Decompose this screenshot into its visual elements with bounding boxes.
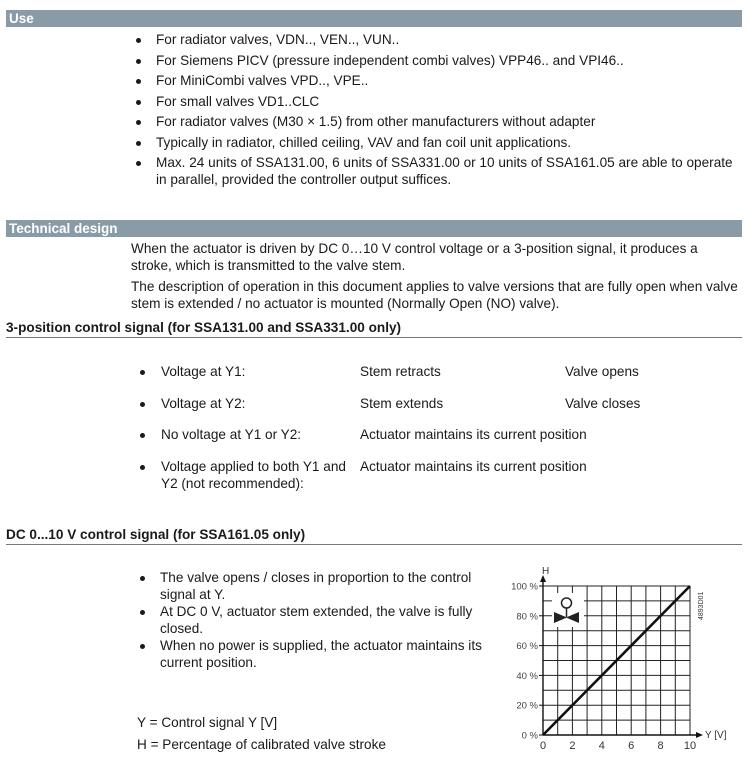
bullet-icon <box>140 433 145 438</box>
bullet-icon <box>136 100 141 105</box>
x-axis-arrow-icon <box>696 732 703 738</box>
bullet-icon <box>140 465 145 470</box>
y-tick-label: 60 % <box>516 641 538 653</box>
list-item: For Siemens PICV (pressure independent combi valves) VPP46.. and VPI46.. <box>134 53 734 70</box>
bullet-icon <box>136 59 141 64</box>
bullet-icon <box>140 644 145 649</box>
section-header-use: Use <box>6 10 742 27</box>
bullet-icon <box>136 79 141 84</box>
bullet-icon <box>136 141 141 146</box>
list-item: For radiator valves (M30 × 1.5) from other manufacturers without adapter <box>134 114 734 131</box>
list-item: Max. 24 units of SSA131.00, 6 units of SSA331.00 or 10 units of SSA161.05 are able to operate in parallel, provided the controller output suffices. <box>134 155 734 188</box>
bullet-icon <box>136 161 141 166</box>
y-tick-label: 40 % <box>516 670 538 682</box>
y-tick-label: 80 % <box>516 611 538 623</box>
x-tick-label: 0 <box>539 740 547 752</box>
x-tick-label: 8 <box>657 740 664 752</box>
bullet-icon <box>136 38 141 43</box>
x-tick-label: 2 <box>569 740 576 752</box>
x-tick-label: 4 <box>598 740 605 752</box>
dc-list <box>138 570 498 675</box>
subheading-3-position: 3-position control signal (for SSA131.00 and SSA331.00 only) <box>6 319 742 338</box>
bullet-icon <box>140 402 145 407</box>
bullet-icon <box>136 120 141 125</box>
list-item: For small valves VD1..CLC <box>134 94 734 111</box>
y-tick-label: 100 % <box>511 581 538 593</box>
bullet-icon <box>140 576 145 581</box>
x-axis-label: Y [V] <box>705 730 727 741</box>
valve-icon <box>552 593 584 627</box>
y-tick-label: 0 % <box>521 730 538 742</box>
bullet-icon <box>140 610 145 615</box>
x-tick-label: 10 <box>683 740 697 752</box>
y-tick-label: 20 % <box>516 700 538 712</box>
bullet-icon <box>140 370 145 375</box>
section-header-technical-design: Technical design <box>6 220 742 237</box>
stroke-chart <box>490 560 740 760</box>
legend-h: H = Percentage of calibrated valve stroke <box>137 737 386 752</box>
legend-y: Y = Control signal Y [V] <box>137 715 278 730</box>
list-item: At DC 0 V, actuator stem extended, the valve is fully closed. <box>138 604 498 637</box>
y-axis-label: H <box>542 566 550 577</box>
list-item: Typically in radiator, chilled ceiling, VAV and fan coil unit applications. <box>134 135 734 152</box>
paragraph: The description of operation in this document applies to valve versions that are fully open when valve stem is extended / no actuator is mounted (Normally Open (NO) valve). <box>131 279 738 311</box>
list-item: For radiator valves, VDN.., VEN.., VUN.. <box>134 32 734 49</box>
list-item: The valve opens / closes in proportion to the control signal at Y. <box>138 570 498 603</box>
figure-code: 4893D01 <box>698 591 705 620</box>
use-list <box>134 32 734 192</box>
subheading-dc-signal: DC 0...10 V control signal (for SSA161.05 only) <box>6 526 742 545</box>
list-item: When no power is supplied, the actuator maintains its current position. <box>138 638 498 671</box>
paragraph: When the actuator is driven by DC 0…10 V control voltage or a 3-position signal, it produces a stroke, which is transmitted to the valve stem. <box>131 241 698 273</box>
x-tick-label: 6 <box>628 740 635 752</box>
list-item: For MiniCombi valves VPD.., VPE.. <box>134 73 734 90</box>
